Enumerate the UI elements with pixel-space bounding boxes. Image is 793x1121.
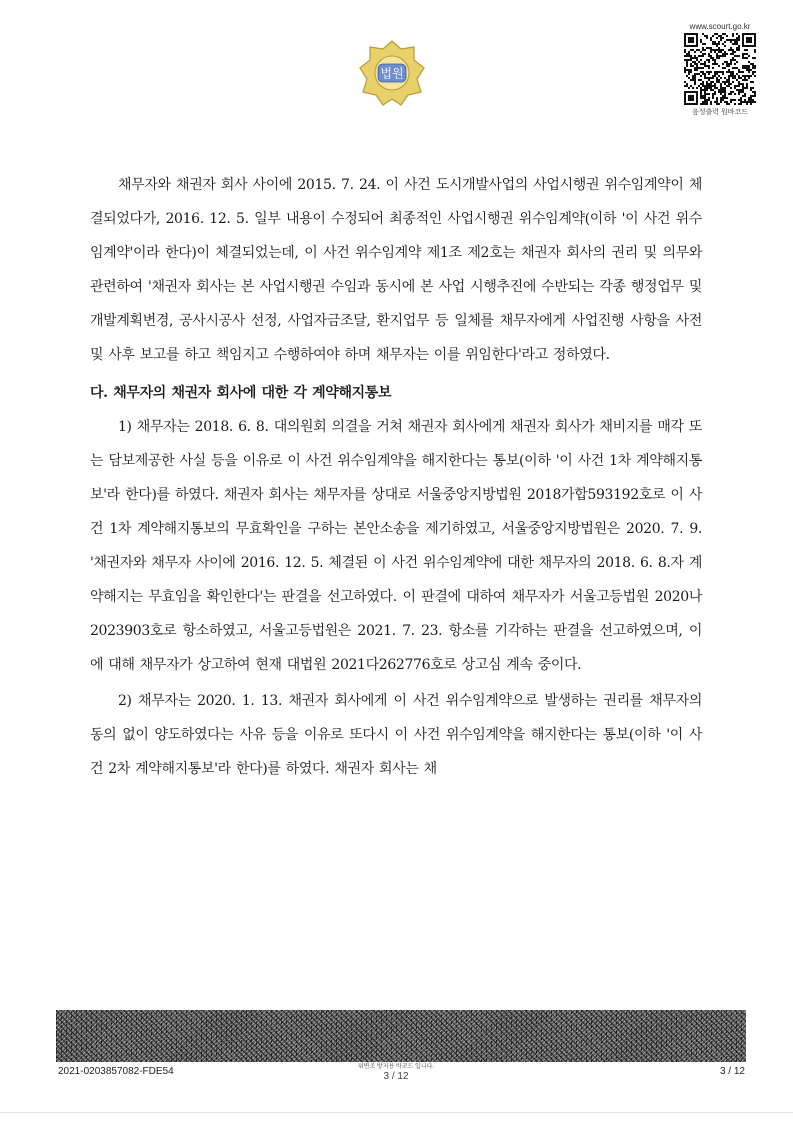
qr-code-icon: [684, 33, 756, 105]
footer-center-block: [346, 1064, 446, 1083]
document-body: [90, 168, 702, 786]
court-emblem-icon: [352, 38, 432, 108]
anti-forgery-barcode: [56, 1010, 746, 1062]
paragraph-first-termination: 1) 채무자는 2018. 6. 8. 대의원회 의결을 거쳐 채권자 회사에게 채권자 회사가 채비지를 매각 또는 담보제공한 사실 등을 이유로 이 사건 위수임계약을 해지한다는 통보(이하 '이 사건 1차 계약해지통보'라 한다)를 하였다. 채권자 회사는 채무자를 상대로 서울중앙지방법원 2018가합593192호로 이 사건 1차 계약해지통보의 무효확인을 구하는 본안소송을 제기하였고, 서울중앙지방법원은 2020. 7. 9. '채권자와 채무자 사이에 2016. 12. 5. 체결된 이 사건 위수임계약에 대한 채무자의 2018. 6. 8.자 계약해지는 무효임을 확인한다'는 판결을 선고하였다. 이 판결에 대하여 채무자가 서울고등법원 2020나2023903호로 항소하였고, 서울고등법원은 2021. 7. 23. 항소를 기각하는 판결을 선고하였으며, 이에 대해 채무자가 상고하여 현재 대법원 2021다262776호로 상고심 계속 중이다.: [90, 419, 702, 673]
paragraph-second-termination: 2) 채무자는 2020. 1. 13. 채권자 회사에게 이 사건 위수임계약으로 발생하는 권리를 채무자의 동의 없이 양도하였다는 사유 등을 이유로 또다시 이 사건 위수임계약을 해지한다는 통보(이하 '이 사건 2차 계약해지통보'라 한다)를 하였다. 채권자 회사는 채: [90, 693, 702, 777]
page-number-right: 3 / 12: [719, 1066, 745, 1077]
bottom-divider: [0, 1112, 793, 1113]
paragraph-contract-background: 채무자와 채권자 회사 사이에 2015. 7. 24. 이 사건 도시개발사업의 사업시행권 위수임계약이 체결되었다가, 2016. 12. 5. 일부 내용이 수정되어 최종적인 사업시행권 위수임계약(이하 '이 사건 위수임계약'이라 한다)이 체결되었는데, 이 사건 위수임계약 제1조 제2호는 채권자 회사의 권리 및 의무와 관련하여 '채권자 회사는 본 사업시행권 수임과 동시에 본 사업 시행추진에 수반되는 각종 행정업무 및 개발계획변경, 공사시공사 선정, 사업자금조달, 환지업무 등 일체를 채무자에게 사업진행 사항을 사전 및 사후 보고를 하고 책임지고 수행하여야 하며 채무자는 이를 위임한다'라고 정하였다.: [90, 177, 702, 363]
qr-caption: 음성출력 원바코드: [691, 109, 749, 116]
emblem-text: 법원: [380, 66, 404, 81]
qr-url: www.scourt.go.kr: [689, 22, 751, 31]
qr-code-block: [666, 22, 774, 117]
page-number-center: 3 / 12: [383, 1071, 409, 1082]
document-id: 2021-0203857082-FDE54: [58, 1066, 174, 1077]
section-heading-termination: 다. 채무자의 채권자 회사에 대한 각 계약해지통보: [90, 385, 392, 401]
barcode-note: 위변조 방지용 바코드 입니다.: [357, 1064, 435, 1070]
